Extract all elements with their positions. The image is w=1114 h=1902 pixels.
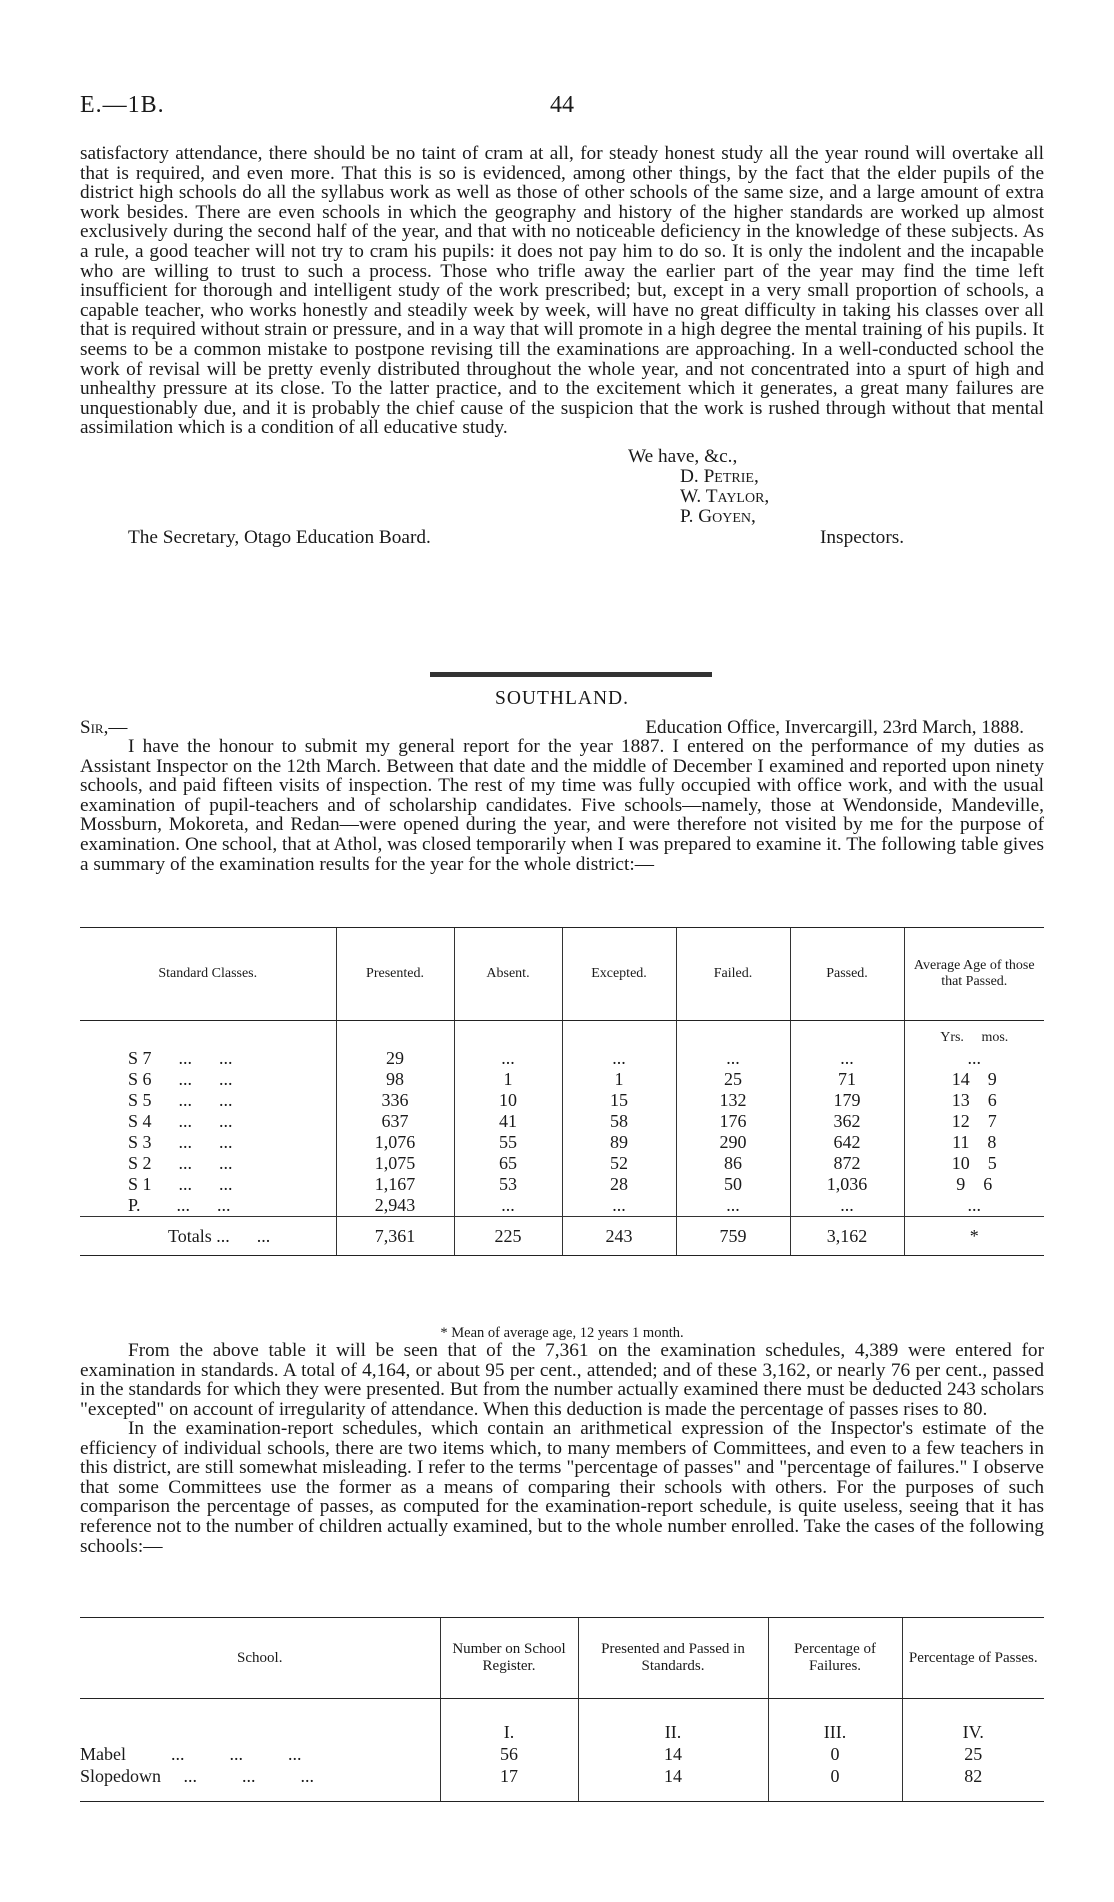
table-row: P. ... ... 2,943 ... ... ... ... ... [80,1195,1044,1217]
col-percentage-failures: Percentage of Failures. [768,1618,902,1699]
totals-row: Totals ... ... 7,361 225 243 759 3,162 * [80,1217,1044,1256]
units-row [80,1021,1044,1049]
table-header-row [80,928,1044,1021]
col-percentage-passes: Percentage of Passes. [902,1618,1044,1699]
table-row: Slopedown ... ... ... 17 14 0 82 [80,1765,1044,1802]
running-header [80,92,1044,122]
addressee: The Secretary, Otago Education Board. [128,527,431,548]
col-presented-passed: Presented and Passed in Standards. [578,1618,768,1699]
signatory-goyen: P. Goyen, [680,506,756,527]
table-row: S 1 ... ... 1,167 53 28 50 1,036 9 6 [80,1174,1044,1195]
roman-numeral-row: I. II. III. IV. [80,1699,1044,1744]
unit-years: Yrs. [940,1030,964,1045]
salutation: Sir,— [80,717,128,738]
signatory-petrie: D. Petrie, [680,466,759,487]
school-comparison-table [80,1617,1044,1802]
report-paragraph: I have the honour to submit my general report for the year 1887. I entered on the performance of my duties as Assistant Inspector on the 12th March. Between that date and the middle of December I examined and reported upon ninety schools, and paid fifteen visits of inspection. The rest of my time was fully occupied with office work, and with the usual examination of pupil-teachers and of scholarship candidates. Five schools—namely, those at Wendonside, Mandeville, Mossburn, Mokoreta, and Redan—were opened during the year, and were therefore not visited by me for the purpose of examination. One school, that at Athol, was closed temporarily when I was prepared to examine it. The following table gives a summary of the examination results for the year for the whole district:— [80,736,1044,875]
page-number: 44 [550,92,574,118]
table-row: S 7 ... ... 29 ... ... ... ... ... [80,1048,1044,1069]
col-school-register: Number on School Register. [440,1618,578,1699]
col-absent: Absent. [454,928,562,1021]
table-row: S 4 ... ... 637 41 58 176 362 12 7 [80,1111,1044,1132]
signoff-closing: We have, &c., [628,446,738,467]
signatory-taylor: W. Taylor, [680,486,770,507]
continued-paragraph: satisfactory attendance, there should be no taint of cram at all, for steady honest study all the year round will overtake all that is required, and even more. That this is so is evidenced, among other things, by the fact that the elder pupils of the district high schools do all the syllabus work as well as those of other schools of the same size, and a large amount of extra work besides. There are even schools in which the geography and history of the higher standards are worked up almost exclusively during the second half of the year, and that with no noticeable deficiency in the knowledge of these subjects. As a rule, a good teacher will not try to cram his pupils: it does not pay him to do so. It is only the indolent and the incapable who are willing to trust to such a process. Those who trifle away the earlier part of the year may find the time left insufficient for thorough and intelligent study of the work prescribed; but, except in a very small proportion of schools, a capable teacher, who works honestly and steadily week by week, will have no great difficulty in taking his classes over all that is required without strain or pressure, and in a way that will promote in a high degree the mental training of his pupils. It seems to be a common mistake to postpone revising till the examinations are approaching. In a well-conducted school the work of revisal will be pretty evenly distributed throughout the whole year, and not concentrated into a spurt of high and unhealthy pressure at its close. To the latter practice, and to the excitement which it generates, a great many failures are unquestionably due, and it is probably the chief cause of the suspicion that the work is rushed through without that mental assimilation which is a condition of all educative study. [80,143,1044,439]
col-failed: Failed. [676,928,790,1021]
table-footnote: * Mean of average age, 12 years 1 month. [440,1325,684,1341]
table-row: S 3 ... ... 1,076 55 89 290 642 11 8 [80,1132,1044,1153]
col-excepted: Excepted. [562,928,676,1021]
section-divider [430,672,712,677]
col-passed: Passed. [790,928,904,1021]
examination-results-table [80,927,1044,1256]
table-row: S 2 ... ... 1,075 65 52 86 872 10 5 [80,1153,1044,1174]
dateline: Education Office, Invercargill, 23rd March, 1888. [645,717,1024,738]
table-row: S 6 ... ... 98 1 1 25 71 14 9 [80,1069,1044,1090]
document-code: E.—1B. [80,92,165,118]
table-row: Mabel ... ... ... 56 14 0 25 [80,1743,1044,1765]
section-title: SOUTHLAND. [494,688,630,709]
schedules-paragraph: In the examination-report schedules, which contain an arithmetical expression of the Inspector's estimate of the efficiency of individual schools, there are two items which, to many members of Committees, and even to a few teachers in this district, are still somewhat misleading. I refer to the terms "percentage of passes" and "percentage of failures." I observe that some Committees use the former as a means of comparing their schools with others. For the purposes of such comparison the percentage of passes, as computed for the examination-report schedule, is quite useless, seeing that it has reference not to the number of children actually examined, but to the whole number enrolled. Take the cases of the following schools:— [80,1418,1044,1557]
col-school: School. [80,1618,440,1699]
table-header-row [80,1618,1044,1699]
col-average-age: Average Age of those that Passed. [904,928,1044,1021]
col-presented: Presented. [336,928,454,1021]
analysis-paragraph: From the above table it will be seen that of the 7,361 on the examination schedules, 4,389 were entered for examination in standards. A total of 4,164, or about 95 per cent., attended; and of these 3,162, or nearly 76 per cent., passed in the standards for which they were presented. But from the number actually examined there must be deducted 243 scholars "excepted" on account of irregularity of attendance. When this deduction is made the percentage of passes rises to 80. [80,1340,1044,1420]
unit-months: mos. [981,1030,1009,1045]
col-standard-classes: Standard Classes. [80,928,336,1021]
table-row: S 5 ... ... 336 10 15 132 179 13 6 [80,1090,1044,1111]
signoff-title: Inspectors. [820,527,905,548]
